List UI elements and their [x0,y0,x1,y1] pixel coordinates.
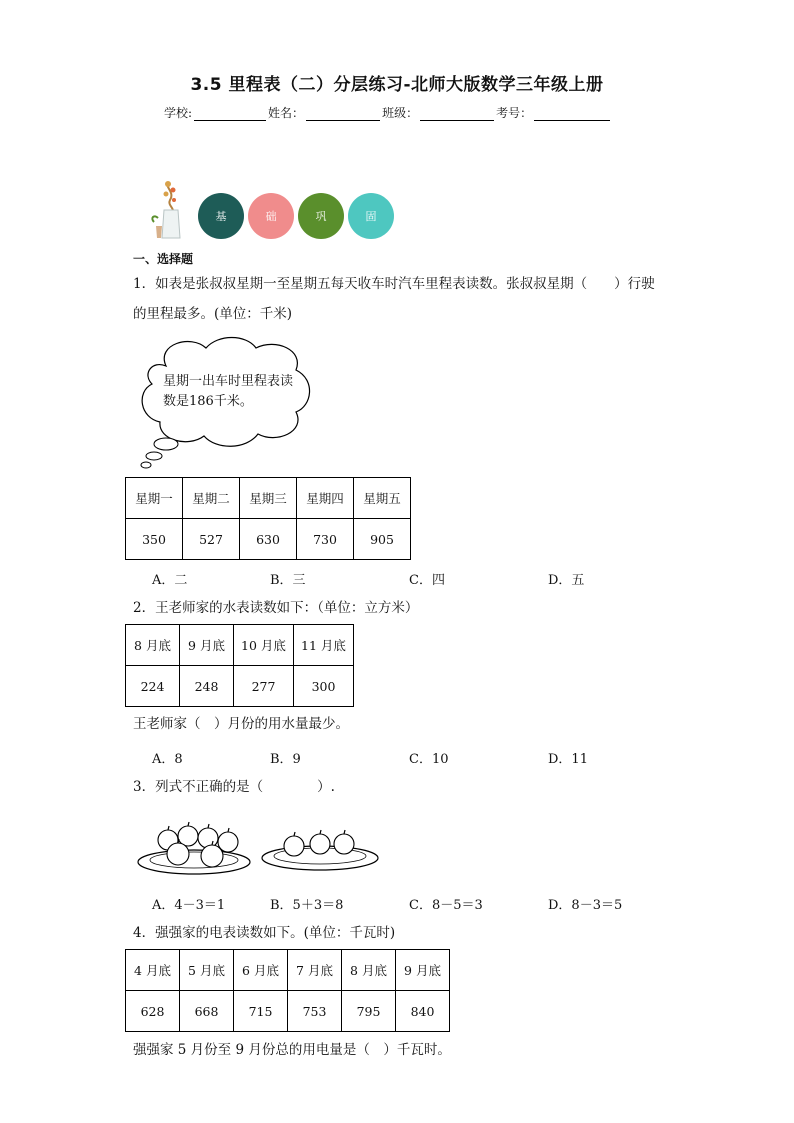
exam-no-blank[interactable] [534,107,610,121]
table-cell: 668 [180,991,234,1032]
table-row [126,478,411,519]
table-row [126,519,411,560]
question-3-line1: 3．列式不正确的是（ ）. [133,779,335,795]
banner-circle-2: 础 [248,193,294,239]
table-cell: 905 [354,519,411,560]
table-row [126,950,450,991]
table-cell: 628 [126,991,180,1032]
table-header-cell: 星期三 [240,478,297,519]
q3-option-a[interactable]: A．4－3＝1 [152,898,226,913]
banner-circle-3: 巩 [298,193,344,239]
student-info [164,104,612,121]
name-blank[interactable] [306,107,380,121]
q2-option-a[interactable]: A．8 [152,752,183,767]
question-4-line2: 强强家 5 月份至 9 月份总的用电量是（ ）千瓦时。 [133,1042,451,1058]
table-cell: 840 [396,991,450,1032]
table-header-cell: 5 月底 [180,950,234,991]
q2-option-c[interactable]: C．10 [409,752,449,767]
table-header-cell: 星期一 [126,478,183,519]
table-header-cell: 6 月底 [234,950,288,991]
page-title: 3.5 里程表（二）分层练习-北师大版数学三年级上册 [190,75,604,95]
table-row [126,666,354,707]
exam-no-label: 考号： [496,106,533,120]
apple-plates-image [136,820,386,880]
question-1-line2: 的里程最多。(单位：千米) [133,306,293,322]
q1-odometer-table [125,477,411,560]
q1-option-b[interactable]: B．三 [270,573,306,588]
q2-option-d[interactable]: D．11 [548,752,588,767]
table-header-cell: 11 月底 [294,625,354,666]
name-label: 姓名： [268,106,305,120]
table-header-cell: 星期四 [297,478,354,519]
table-cell: 795 [342,991,396,1032]
table-header-cell: 4 月底 [126,950,180,991]
cloud-text-line1: 星期一出车时里程表读 [163,374,294,389]
table-cell: 224 [126,666,180,707]
question-2-line1: 2．王老师家的水表读数如下：（单位：立方米） [133,600,419,616]
table-cell: 630 [240,519,297,560]
table-cell: 248 [180,666,234,707]
table-header-cell: 9 月底 [396,950,450,991]
table-cell: 730 [297,519,354,560]
table-row [126,625,354,666]
banner-circle-4: 固 [348,193,394,239]
table-header-cell: 7 月底 [288,950,342,991]
q1-option-d[interactable]: D．五 [548,573,585,588]
table-header-cell: 星期五 [354,478,411,519]
table-header-cell: 8 月底 [342,950,396,991]
question-1-line1: 1．如表是张叔叔星期一至星期五每天收车时汽车里程表读数。张叔叔星期（ ）行驶 [133,276,655,292]
table-header-cell: 8 月底 [126,625,180,666]
cloud-text [163,372,293,412]
table-header-cell: 10 月底 [234,625,294,666]
q3-option-d[interactable]: D．8－3＝5 [548,898,623,913]
table-cell: 527 [183,519,240,560]
school-label: 学校: [164,106,193,120]
q1-option-a[interactable]: A．二 [152,573,188,588]
plant-vase-icon [148,178,192,242]
q4-electric-meter-table [125,949,450,1032]
question-4-line1: 4．强强家的电表读数如下。(单位：千瓦时) [133,925,396,941]
q2-option-b[interactable]: B．9 [270,752,301,767]
question-2-line2: 王老师家（ ）月份的用水量最少。 [133,716,349,732]
q3-option-b[interactable]: B．5＋3＝8 [270,898,344,913]
table-cell: 300 [294,666,354,707]
table-cell: 753 [288,991,342,1032]
section-title: 一、选择题 [133,252,194,266]
table-header-cell: 9 月底 [180,625,234,666]
banner-circle-1: 基 [198,193,244,239]
table-cell: 277 [234,666,294,707]
table-cell: 350 [126,519,183,560]
school-blank[interactable] [194,107,266,121]
table-row [126,991,450,1032]
class-label: 班级： [382,106,419,120]
q1-option-c[interactable]: C．四 [409,573,445,588]
table-cell: 715 [234,991,288,1032]
table-header-cell: 星期二 [183,478,240,519]
question-1 [133,270,673,328]
cloud-text-line2: 数是186千米。 [163,394,253,409]
q2-water-meter-table [125,624,354,707]
q3-option-c[interactable]: C．8－5＝3 [409,898,483,913]
class-blank[interactable] [420,107,494,121]
